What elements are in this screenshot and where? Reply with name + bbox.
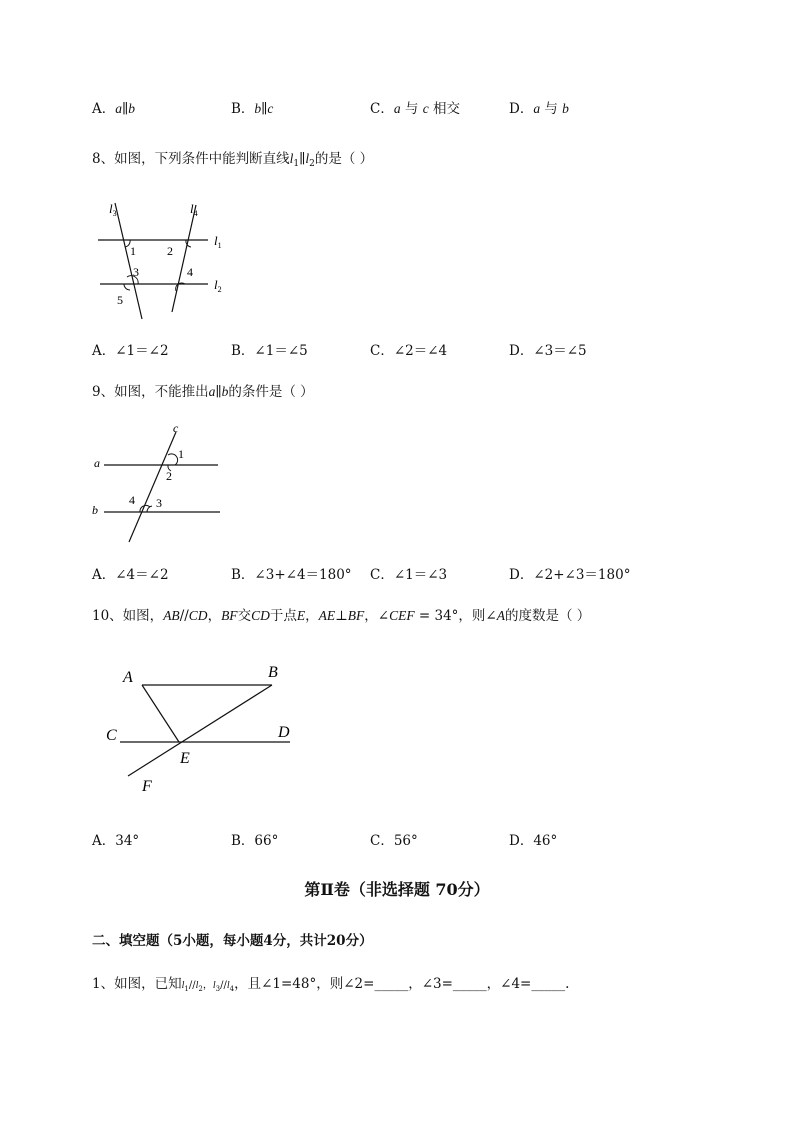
q8-label-l2: $l_2$ <box>214 277 222 294</box>
q9-stem: 9、如图，不能推出a∥b的条件是（ ） <box>92 384 314 400</box>
q7-option-c[interactable]: C．a 与 c 相交 <box>370 101 460 117</box>
q10-figure <box>100 655 300 800</box>
part2-heading: 第Ⅱ卷（非选择题 70分） <box>304 880 490 899</box>
q8-label-l3: $l_3$ <box>109 201 117 218</box>
q10-segment-ae <box>142 685 179 742</box>
q10-label-E: E <box>180 750 190 767</box>
q9-angle-label-1: 1 <box>178 447 184 461</box>
fill1-stem: 1、如图，已知$l_1//l_2$，$l_3//l_4$，且∠1=48°，则∠2=_____，∠3=_____，∠4=_____. <box>92 976 570 993</box>
q10-stem: 10、如图，AB//CD，BF交CD于点E，AE⊥BF，∠CEF = 34°，则∠A的度数是（ ） <box>92 608 591 624</box>
q7-option-a[interactable]: A．a∥b <box>92 101 135 117</box>
q9-angle-arc-4 <box>140 505 150 512</box>
q8-angle-label-2: 2 <box>167 244 173 258</box>
q10-label-C: C <box>106 727 117 744</box>
q9-option-c[interactable]: C．∠1＝∠3 <box>370 567 448 583</box>
q9-label-b: b <box>92 503 98 517</box>
q10-option-b[interactable]: B．66° <box>231 833 279 849</box>
q8-label-l1: $l_1$ <box>214 233 222 250</box>
q8-option-b[interactable]: B．∠1＝∠5 <box>231 343 308 359</box>
q10-line-bf <box>128 685 272 776</box>
q7-option-b[interactable]: B．b∥c <box>231 101 274 117</box>
q9-option-b[interactable]: B．∠3+∠4＝180° <box>231 567 352 583</box>
q8-angle-label-1: 1 <box>130 244 136 258</box>
q8-angle-arc-5 <box>124 284 130 290</box>
q10-label-B: B <box>268 664 278 681</box>
q7-option-d[interactable]: D．a 与 b <box>509 101 569 117</box>
q9-label-a: a <box>94 456 100 470</box>
section-fill-in-title: 二、填空题（5小题，每小题4分，共计20分） <box>92 933 373 949</box>
q8-figure <box>90 195 250 325</box>
q8-line-l4 <box>172 205 196 312</box>
q9-figure <box>88 418 228 548</box>
q8-angle-label-3: 3 <box>133 265 139 279</box>
q9-angle-label-2: 2 <box>166 469 172 483</box>
q9-option-d[interactable]: D．∠2+∠3＝180° <box>509 567 631 583</box>
q8-option-a[interactable]: A．∠1＝∠2 <box>92 343 169 359</box>
q10-option-a[interactable]: A．34° <box>92 833 140 849</box>
q9-line-c <box>129 432 176 542</box>
q9-angle-label-4: 4 <box>129 493 135 507</box>
q9-option-a[interactable]: A．∠4＝∠2 <box>92 567 169 583</box>
q8-option-c[interactable]: C．∠2＝∠4 <box>370 343 448 359</box>
q10-option-c[interactable]: C．56° <box>370 833 418 849</box>
q9-angle-arc-1 <box>168 454 178 465</box>
q9-label-c: c <box>173 421 179 435</box>
q10-label-D: D <box>278 724 290 741</box>
q9-angle-label-3: 3 <box>156 496 162 510</box>
q8-label-l4: $l_4$ <box>190 201 198 218</box>
q10-label-F: F <box>142 778 152 795</box>
q10-option-d[interactable]: D．46° <box>509 833 558 849</box>
q8-angle-label-4: 4 <box>187 265 193 279</box>
q10-label-A: A <box>123 669 133 686</box>
q8-option-d[interactable]: D．∠3＝∠5 <box>509 343 587 359</box>
q8-angle-label-5: 5 <box>117 293 123 307</box>
q8-stem: 8、如图，下列条件中能判断直线$l_1\parallel l_2$的是（ ） <box>92 151 374 169</box>
